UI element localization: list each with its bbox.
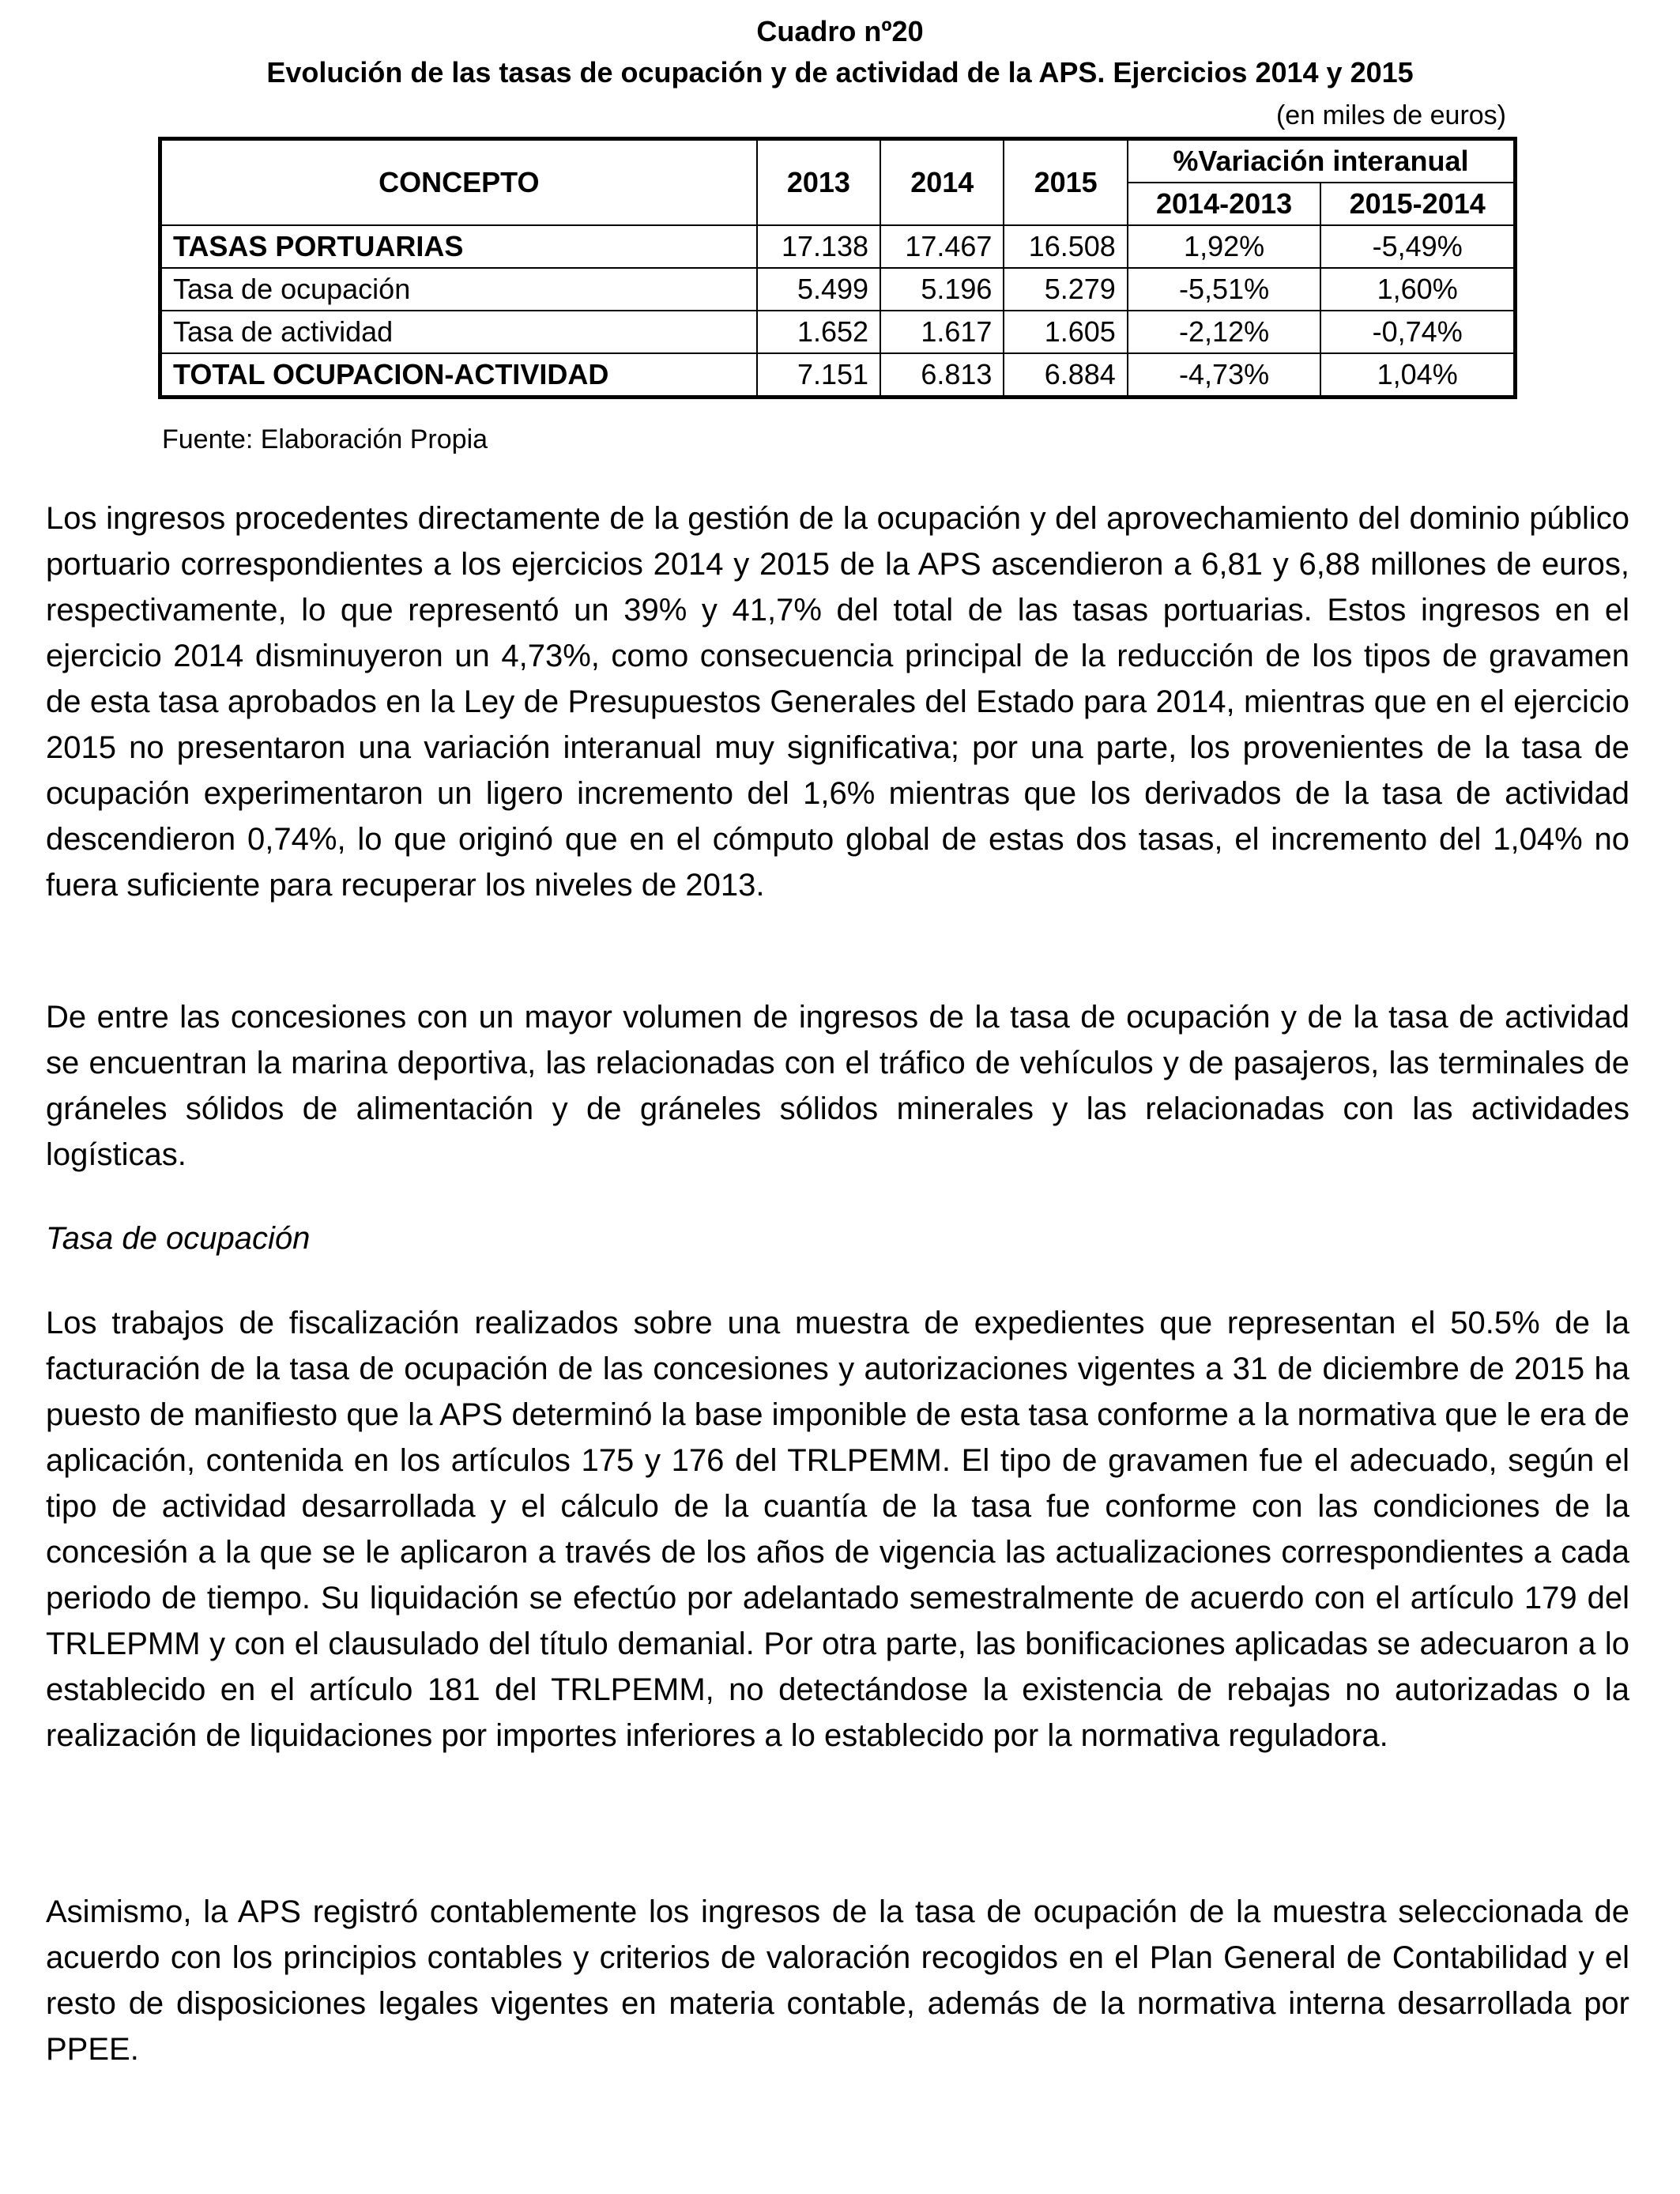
- cell-2013: 5.499: [757, 268, 880, 311]
- header-variation: %Variación interanual: [1128, 139, 1516, 183]
- cell-2014: 6.813: [880, 353, 1004, 398]
- header-2014: 2014: [880, 139, 1004, 226]
- header-var-2014-2013: 2014-2013: [1128, 183, 1321, 225]
- data-table: [158, 137, 1517, 399]
- header-2015: 2015: [1004, 139, 1127, 226]
- cell-2013: 1.652: [757, 311, 880, 353]
- table-source-note: Fuente: Elaboración Propia: [162, 424, 488, 454]
- table-caption-subtitle: Evolución de las tasas de ocupación y de actividad de la APS. Ejercicios 2014 y 2015: [266, 56, 1414, 89]
- cell-var2: 1,04%: [1320, 353, 1515, 398]
- cell-2015: 6.884: [1004, 353, 1127, 398]
- cell-2015: 1.605: [1004, 311, 1127, 353]
- cell-var2: -5,49%: [1320, 225, 1515, 268]
- body-paragraph: Asimismo, la APS registró contablemente los ingresos de la tasa de ocupación de la muestra seleccionada de acuerdo con los principios contables y criterios de valoración recogidos en el Plan General de Contabilidad y el resto de disposiciones legales vigentes en materia contable, además de la normativa interna desarrollada por PPEE.: [46, 1894, 1629, 2067]
- cell-var2: -0,74%: [1320, 311, 1515, 353]
- header-var-2015-2014: 2015-2014: [1320, 183, 1515, 225]
- section-heading: Tasa de ocupación: [46, 1221, 311, 1256]
- row-label: Tasa de actividad: [160, 311, 757, 353]
- row-label: Tasa de ocupación: [160, 268, 757, 311]
- cell-var1: 1,92%: [1128, 225, 1321, 268]
- cell-2014: 1.617: [880, 311, 1004, 353]
- table-row: [160, 311, 1516, 353]
- body-paragraph: De entre las concesiones con un mayor volumen de ingresos de la tasa de ocupación y de la tasa de actividad se encuentran la marina deportiva, las relacionadas con el tráfico de vehículos y de pasajeros, las terminales de gráneles sólidos de alimentación y de gráneles sólidos minerales y las relacionadas con las actividades logísticas.: [46, 1000, 1629, 1172]
- table-caption-title: Cuadro nº20: [756, 15, 924, 47]
- row-label: TOTAL OCUPACION-ACTIVIDAD: [160, 353, 757, 398]
- cell-2013: 17.138: [757, 225, 880, 268]
- table-header-row: [160, 139, 1516, 183]
- cell-2014: 17.467: [880, 225, 1004, 268]
- table-row: [160, 268, 1516, 311]
- header-2013: 2013: [757, 139, 880, 226]
- cell-var1: -2,12%: [1128, 311, 1321, 353]
- body-paragraph: Los ingresos procedentes directamente de la gestión de la ocupación y del aprovechamiento del dominio público portuario correspondientes a los ejercicios 2014 y 2015 de la APS ascendieron a 6,81 y 6,88 millones de euros, respectivamente, lo que representó un 39% y 41,7% del total de las tasas portuarias. Estos ingresos en el ejercicio 2014 disminuyeron un 4,73%, como consecuencia principal de la reducción de los tipos de gravamen de esta tasa aprobados en la Ley de Presupuestos Generales del Estado para 2014, mientras que en el ejercicio 2015 no presentaron una variación interanual muy significativa; por una parte, los provenientes de la tasa de ocupación experimentaron un ligero incremento del 1,6% mientras que los derivados de la tasa de actividad descendieron 0,74%, lo que originó que en el cómputo global de estas dos tasas, el incremento del 1,04% no fuera suficiente para recuperar los niveles de 2013.: [46, 501, 1629, 903]
- table-row: [160, 225, 1516, 268]
- cell-2015: 5.279: [1004, 268, 1127, 311]
- cell-var1: -4,73%: [1128, 353, 1321, 398]
- cell-var1: -5,51%: [1128, 268, 1321, 311]
- cell-var2: 1,60%: [1320, 268, 1515, 311]
- header-concept: CONCEPTO: [160, 139, 757, 226]
- body-paragraph: Los trabajos de fiscalización realizados sobre una muestra de expedientes que representan el 50.5% de la facturación de la tasa de ocupación de las concesiones y autorizaciones vigentes a 31 de diciembre de 2015 ha puesto de manifiesto que la APS determinó la base imponible de esta tasa conforme a la normativa que le era de aplicación, contenida en los artículos 175 y 176 del TRLPEMM. El tipo de gravamen fue el adecuado, según el tipo de actividad desarrollada y el cálculo de la cuantía de la tasa fue conforme con las condiciones de la concesión a la que se le aplicaron a través de los años de vigencia las actualizaciones correspondientes a cada periodo de tiempo. Su liquidación se efectúo por adelantado semestralmente de acuerdo con el artículo 179 del TRLEPMM y con el clausulado del título demanial. Por otra parte, las bonificaciones aplicadas se adecuaron a lo establecido en el artículo 181 del TRLPEMM, no detectándose la existencia de rebajas no autorizadas o la realización de liquidaciones por importes inferiores a lo establecido por la normativa reguladora.: [46, 1306, 1629, 1753]
- row-label: TASAS PORTUARIAS: [160, 225, 757, 268]
- table-units-note: (en miles de euros): [1275, 100, 1506, 130]
- cell-2013: 7.151: [757, 353, 880, 398]
- cell-2014: 5.196: [880, 268, 1004, 311]
- cell-2015: 16.508: [1004, 225, 1127, 268]
- table-row: [160, 353, 1516, 398]
